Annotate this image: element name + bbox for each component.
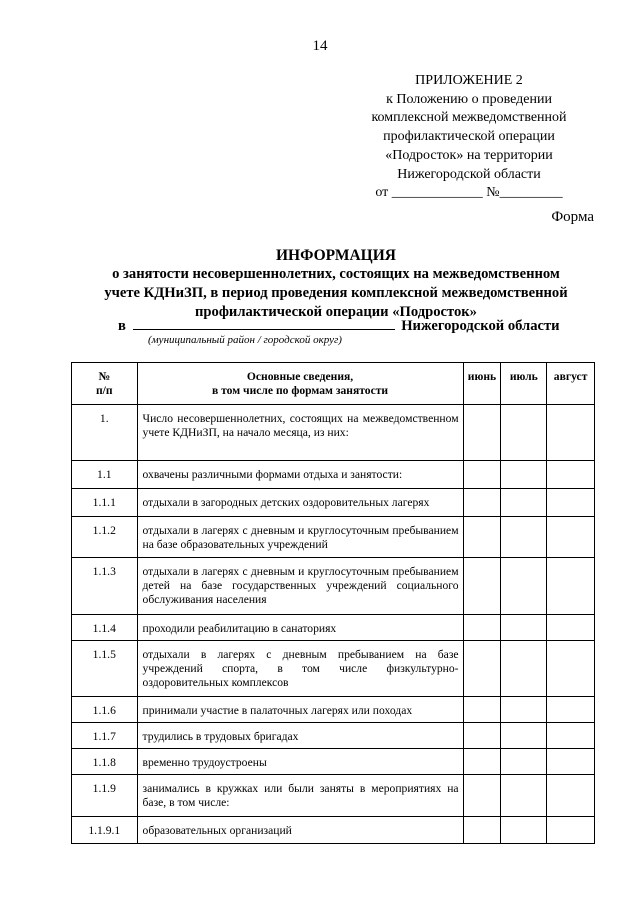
row-description: занимались в кружках или были заняты в мероприятиях на базе, в том числе: [137, 775, 463, 817]
row-number: 1.1.2 [72, 517, 138, 558]
row-description: Число несовершеннолетних, состоящих на межведомственном учете КДНиЗП, на начало месяца, из них: [137, 405, 463, 461]
row-description: отдыхали в загородных детских оздоровительных лагерях [137, 489, 463, 517]
table-row [72, 615, 595, 641]
cell-july[interactable] [501, 775, 547, 817]
cell-june[interactable] [463, 461, 501, 489]
row-number: 1.1.5 [72, 641, 138, 697]
row-description: охвачены различными формами отдыха и занятости: [137, 461, 463, 489]
title-line: о занятости несовершеннолетних, состоящих на межведомственном [112, 266, 560, 282]
appendix-line: ПРИЛОЖЕНИЕ 2 [415, 73, 523, 88]
document-title [96, 246, 576, 322]
cell-august[interactable] [547, 615, 595, 641]
info-table [71, 362, 595, 844]
row-description: трудились в трудовых бригадах [137, 723, 463, 749]
appendix-line: к Положению о проведении [386, 91, 552, 107]
table-row [72, 817, 595, 844]
cell-june[interactable] [463, 749, 501, 775]
header-desc: Основные сведения, в том числе по формам занятости [137, 363, 463, 405]
cell-august[interactable] [547, 775, 595, 817]
row-number: 1.1.1 [72, 489, 138, 517]
cell-july[interactable] [501, 749, 547, 775]
appendix-header [344, 72, 594, 203]
page-number: 14 [312, 38, 328, 54]
row-number: 1. [72, 405, 138, 461]
row-description: образовательных организаций [137, 817, 463, 844]
header-july: июль [501, 363, 547, 405]
cell-july[interactable] [501, 817, 547, 844]
table-header-row [72, 363, 595, 405]
table-row [72, 723, 595, 749]
cell-july[interactable] [501, 641, 547, 697]
cell-june[interactable] [463, 405, 501, 461]
cell-june[interactable] [463, 723, 501, 749]
row-number: 1.1.6 [72, 697, 138, 723]
row-number: 1.1.9.1 [72, 817, 138, 844]
form-label: Форма [551, 209, 594, 225]
cell-august[interactable] [547, 517, 595, 558]
table-row [72, 697, 595, 723]
header-august: август [547, 363, 595, 405]
region-hint: (муниципальный район / городской округ) [148, 334, 342, 346]
cell-june[interactable] [463, 517, 501, 558]
table-row [72, 461, 595, 489]
row-number: 1.1 [72, 461, 138, 489]
row-description: принимали участие в палаточных лагерях или походах [137, 697, 463, 723]
cell-august[interactable] [547, 697, 595, 723]
row-number: 1.1.3 [72, 558, 138, 615]
row-description: временно трудоустроены [137, 749, 463, 775]
appendix-line: «Подросток» на территории [385, 147, 553, 163]
cell-august[interactable] [547, 817, 595, 844]
row-number: 1.1.4 [72, 615, 138, 641]
appendix-line: профилактической операции [383, 129, 555, 145]
table-row [72, 517, 595, 558]
cell-july[interactable] [501, 405, 547, 461]
cell-july[interactable] [501, 697, 547, 723]
row-number: 1.1.7 [72, 723, 138, 749]
region-suffix: Нижегородской области [401, 318, 560, 334]
row-description: отдыхали в лагерях с дневным и круглосуточным пребыванием детей на базе государственных учреждений социального обслуживания населения [137, 558, 463, 615]
region-blank-field[interactable] [133, 317, 395, 330]
cell-july[interactable] [501, 461, 547, 489]
row-description: отдыхали в лагерях с дневным пребыванием на базе учреждений спорта, в том числе физкультурно-оздоровительных комплексов [137, 641, 463, 697]
cell-july[interactable] [501, 517, 547, 558]
cell-august[interactable] [547, 723, 595, 749]
table-row [72, 749, 595, 775]
appendix-line: Нижегородской области [397, 166, 541, 182]
cell-august[interactable] [547, 405, 595, 461]
cell-august[interactable] [547, 489, 595, 517]
table-row [72, 641, 595, 697]
cell-june[interactable] [463, 641, 501, 697]
cell-august[interactable] [547, 461, 595, 489]
cell-june[interactable] [463, 615, 501, 641]
cell-june[interactable] [463, 489, 501, 517]
table-row [72, 489, 595, 517]
cell-august[interactable] [547, 641, 595, 697]
cell-june[interactable] [463, 558, 501, 615]
cell-june[interactable] [463, 775, 501, 817]
appendix-date-line: от _____________ №_________ [375, 185, 563, 201]
table-row [72, 405, 595, 461]
cell-june[interactable] [463, 697, 501, 723]
title-main: ИНФОРМАЦИЯ [276, 247, 396, 264]
cell-august[interactable] [547, 749, 595, 775]
cell-july[interactable] [501, 558, 547, 615]
table-row [72, 558, 595, 615]
row-number: 1.1.9 [72, 775, 138, 817]
row-description: отдыхали в лагерях с дневным и круглосуточным пребыванием на базе образовательных учреждений [137, 517, 463, 558]
cell-july[interactable] [501, 489, 547, 517]
region-prefix: в [118, 318, 126, 334]
cell-august[interactable] [547, 558, 595, 615]
cell-july[interactable] [501, 723, 547, 749]
appendix-line: комплексной межведомственной [371, 110, 567, 126]
title-line: учете КДНиЗП, в период проведения комплексной межведомственной [104, 285, 568, 301]
row-description: проходили реабилитацию в санаториях [137, 615, 463, 641]
region-line [118, 317, 560, 335]
header-num: № п/п [72, 363, 138, 405]
table-row [72, 775, 595, 817]
title-line: профилактической операции «Подросток» [195, 304, 477, 320]
cell-july[interactable] [501, 615, 547, 641]
header-june: июнь [463, 363, 501, 405]
row-number: 1.1.8 [72, 749, 138, 775]
cell-june[interactable] [463, 817, 501, 844]
